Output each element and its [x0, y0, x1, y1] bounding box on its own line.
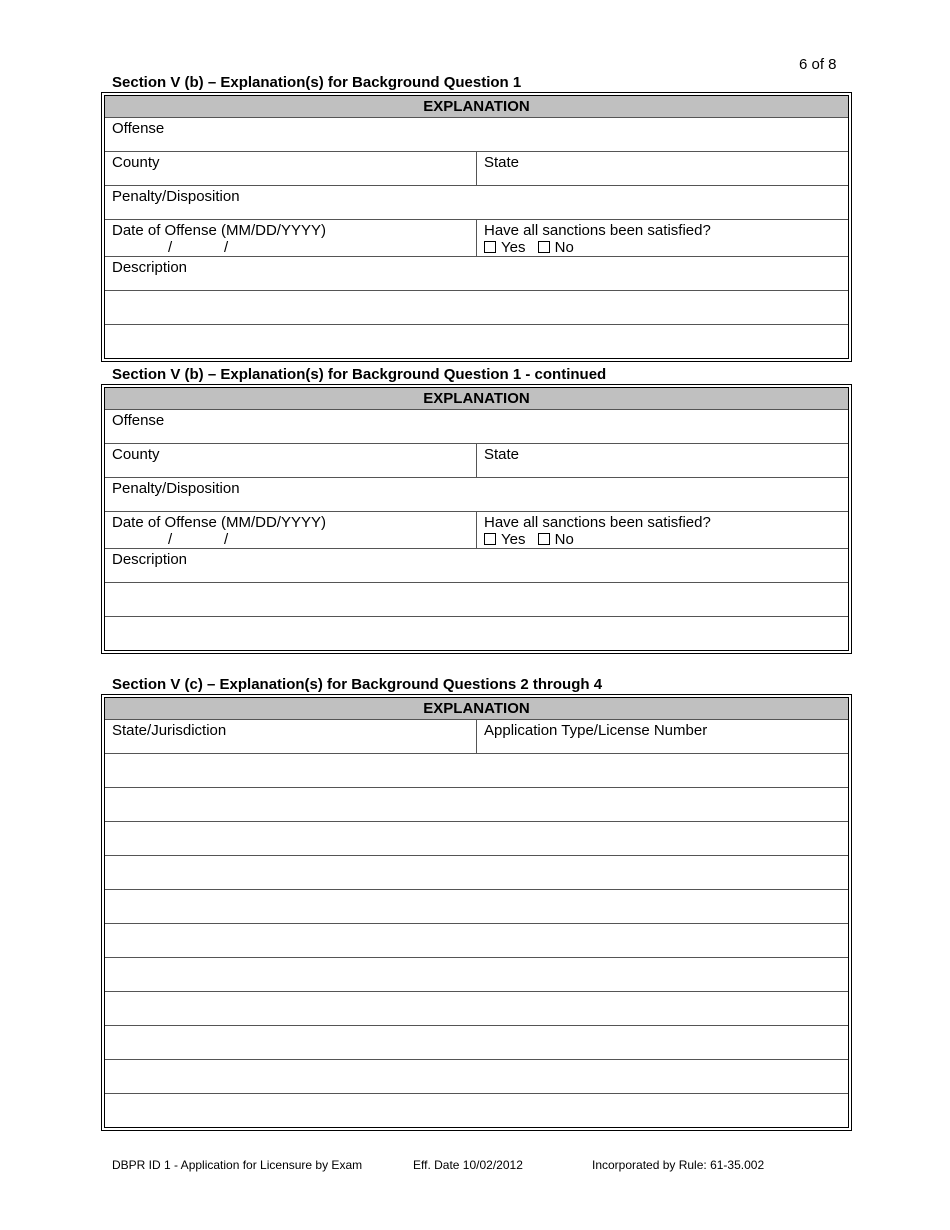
yes-option[interactable]: [484, 531, 525, 548]
date-separator: /: [168, 238, 173, 256]
explanation-form-3: [101, 694, 852, 1131]
jurisdiction-field[interactable]: [105, 719, 477, 753]
yes-label: Yes: [501, 238, 526, 256]
penalty-field[interactable]: [105, 185, 848, 219]
offense-label: Offense: [112, 119, 165, 137]
footer-rule: Incorporated by Rule: 61-35.002: [592, 1158, 765, 1172]
yes-label: Yes: [501, 530, 526, 548]
blank-line[interactable]: [105, 1093, 848, 1127]
footer-form-id: DBPR ID 1 - Application for Licensure by Exam: [112, 1158, 363, 1172]
date-separator: /: [168, 530, 173, 548]
description-line[interactable]: [105, 616, 848, 650]
yes-option[interactable]: [484, 239, 525, 256]
explanation-header: EXPLANATION: [105, 388, 848, 409]
no-label: No: [554, 530, 574, 548]
date-label: Date of Offense (MM/DD/YYYY): [112, 513, 326, 531]
date-field[interactable]: [105, 219, 477, 256]
state-field[interactable]: [477, 151, 849, 185]
description-label: Description: [112, 258, 188, 276]
blank-line[interactable]: [105, 1025, 848, 1059]
county-field[interactable]: [105, 151, 477, 185]
penalty-label: Penalty/Disposition: [112, 479, 240, 497]
yes-checkbox[interactable]: [484, 533, 496, 545]
penalty-label: Penalty/Disposition: [112, 187, 240, 205]
license-label: Application Type/License Number: [484, 721, 708, 739]
offense-field[interactable]: [105, 409, 848, 443]
blank-line[interactable]: [105, 991, 848, 1025]
no-option[interactable]: [538, 531, 574, 548]
blank-line[interactable]: [105, 753, 848, 787]
no-checkbox[interactable]: [538, 533, 550, 545]
no-checkbox[interactable]: [538, 241, 550, 253]
footer-eff-date: Eff. Date 10/02/2012: [413, 1158, 523, 1172]
sanctions-label: Have all sanctions been satisfied?: [484, 221, 711, 239]
county-label: County: [112, 445, 160, 463]
date-field[interactable]: [105, 511, 477, 548]
blank-line[interactable]: [105, 923, 848, 957]
sanctions-label: Have all sanctions been satisfied?: [484, 513, 711, 531]
description-field[interactable]: [105, 548, 848, 582]
description-field[interactable]: [105, 256, 848, 290]
description-line[interactable]: [105, 324, 848, 358]
section-title: Section V (b) – Explanation(s) for Background Question 1: [112, 74, 522, 91]
blank-line[interactable]: [105, 787, 848, 821]
section-title: Section V (c) – Explanation(s) for Background Questions 2 through 4: [112, 676, 603, 693]
explanation-header: EXPLANATION: [105, 698, 848, 719]
sanctions-field: [477, 511, 849, 548]
date-separator: /: [224, 238, 229, 256]
sanctions-field: [477, 219, 849, 256]
blank-line[interactable]: [105, 855, 848, 889]
county-field[interactable]: [105, 443, 477, 477]
no-label: No: [554, 238, 574, 256]
page-number: 6 of 8: [799, 56, 837, 73]
offense-field[interactable]: [105, 117, 848, 151]
explanation-form-2: [101, 384, 852, 654]
date-separator: /: [224, 530, 229, 548]
jurisdiction-label: State/Jurisdiction: [112, 721, 227, 739]
blank-line[interactable]: [105, 957, 848, 991]
description-label: Description: [112, 550, 188, 568]
explanation-header: EXPLANATION: [105, 96, 848, 117]
yes-checkbox[interactable]: [484, 241, 496, 253]
no-option[interactable]: [538, 239, 574, 256]
description-line[interactable]: [105, 290, 848, 324]
offense-label: Offense: [112, 411, 165, 429]
state-label: State: [484, 445, 520, 463]
penalty-field[interactable]: [105, 477, 848, 511]
explanation-form-1: [101, 92, 852, 362]
date-label: Date of Offense (MM/DD/YYYY): [112, 221, 326, 239]
county-label: County: [112, 153, 160, 171]
blank-line[interactable]: [105, 889, 848, 923]
license-field[interactable]: [477, 719, 849, 753]
blank-line[interactable]: [105, 1059, 848, 1093]
state-field[interactable]: [477, 443, 849, 477]
blank-line[interactable]: [105, 821, 848, 855]
section-title: Section V (b) – Explanation(s) for Background Question 1 - continued: [112, 366, 607, 383]
description-line[interactable]: [105, 582, 848, 616]
state-label: State: [484, 153, 520, 171]
